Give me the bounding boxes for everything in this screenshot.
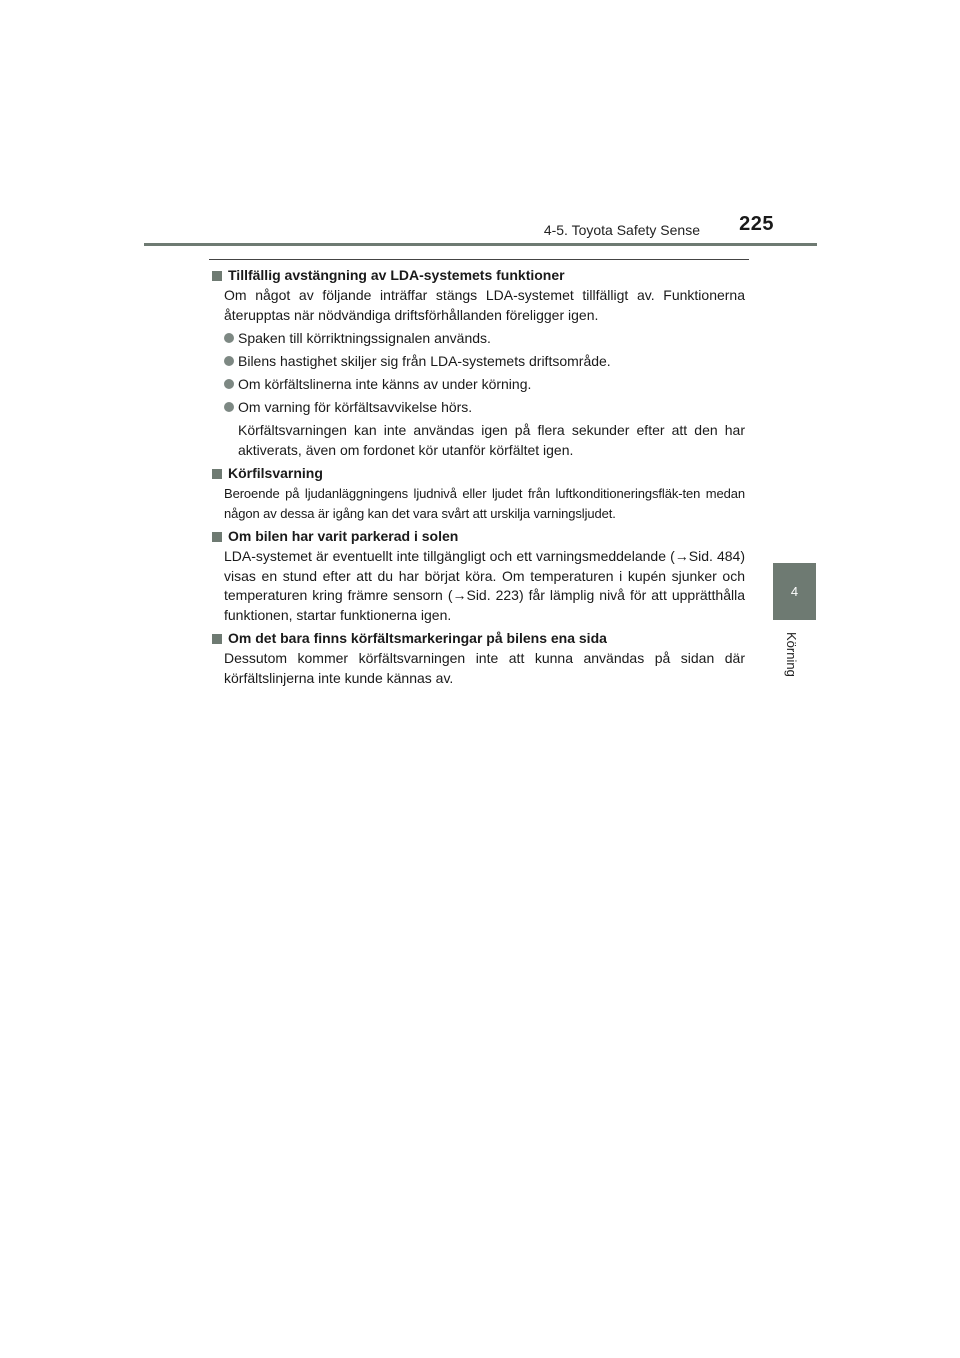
section-text: Dessutom kommer körfältsvarningen inte att kunna användas på sidan där körfältslinjerna inte kunde kännas av.	[224, 650, 745, 686]
page-number: 225	[739, 213, 774, 235]
list-item	[224, 398, 745, 418]
section-heading	[212, 527, 745, 546]
list-item	[224, 375, 745, 395]
header-rule	[144, 243, 817, 246]
list-item-text: Spaken till körriktningssignalen används.	[238, 330, 491, 346]
page-header	[0, 0, 960, 250]
list-item-text: Om varning för körfältsavvikelse hörs.	[238, 399, 473, 415]
square-bullet-icon	[212, 469, 222, 479]
square-bullet-icon	[212, 634, 222, 644]
condition-list	[224, 329, 745, 418]
section-one-side-markings	[212, 629, 745, 688]
page-content	[212, 266, 745, 692]
heading-text: Om bilen har varit parkerad i solen	[228, 528, 459, 544]
circle-bullet-icon	[224, 333, 234, 343]
list-item	[224, 352, 745, 372]
heading-text: Om det bara finns körfältsmarkeringar på bilens ena sida	[228, 630, 607, 646]
chapter-tab: 4	[773, 563, 816, 620]
circle-bullet-icon	[224, 356, 234, 366]
heading-text: Körfilsvarning	[228, 465, 323, 481]
section-parked-in-sun	[212, 527, 745, 625]
section-heading	[212, 629, 745, 648]
square-bullet-icon	[212, 532, 222, 542]
section-heading	[212, 266, 745, 285]
section-text: LDA-systemet är eventuellt inte tillgängligt och ett varningsmeddelande (→Sid. 484) visas en stund efter att du har börjat köra. Om temperaturen i kupén sjunker och temperaturen kring främre sensorn (→Sid. 223) får lämplig nivå för att upprätthålla funktionen, startar funktionerna igen.	[224, 548, 745, 623]
section-title: 4-5. Toyota Safety Sense	[543, 222, 700, 238]
section-temporary-shutdown	[212, 266, 745, 460]
circle-bullet-icon	[224, 379, 234, 389]
list-item-text: Bilens hastighet skiljer sig från LDA-systemets driftsområde.	[238, 353, 611, 369]
section-heading	[212, 464, 745, 483]
section-text: Beroende på ljudanläggningens ljudnivå eller ljudet från luftkonditioneringsfläk-ten medan någon av dessa är igång kan det vara svårt att urskilja varningsljudet.	[224, 486, 745, 521]
section-note: Körfältsvarningen kan inte användas igen på flera sekunder efter att den har aktiverats, även om fordonet kör utanför körfältet igen.	[238, 422, 745, 458]
chapter-label: Körning	[784, 632, 799, 677]
section-text: Om något av följande inträffar stängs LDA-systemet tillfälligt av. Funktionerna återupptas när nödvändiga driftsförhållanden föreligger igen.	[224, 287, 745, 323]
section-lane-warning	[212, 464, 745, 523]
list-item	[224, 329, 745, 349]
heading-text: Tillfällig avstängning av LDA-systemets funktioner	[228, 267, 565, 283]
list-item-text: Om körfältslinerna inte känns av under körning.	[238, 376, 532, 392]
circle-bullet-icon	[224, 402, 234, 412]
square-bullet-icon	[212, 271, 222, 281]
content-rule	[209, 259, 749, 260]
